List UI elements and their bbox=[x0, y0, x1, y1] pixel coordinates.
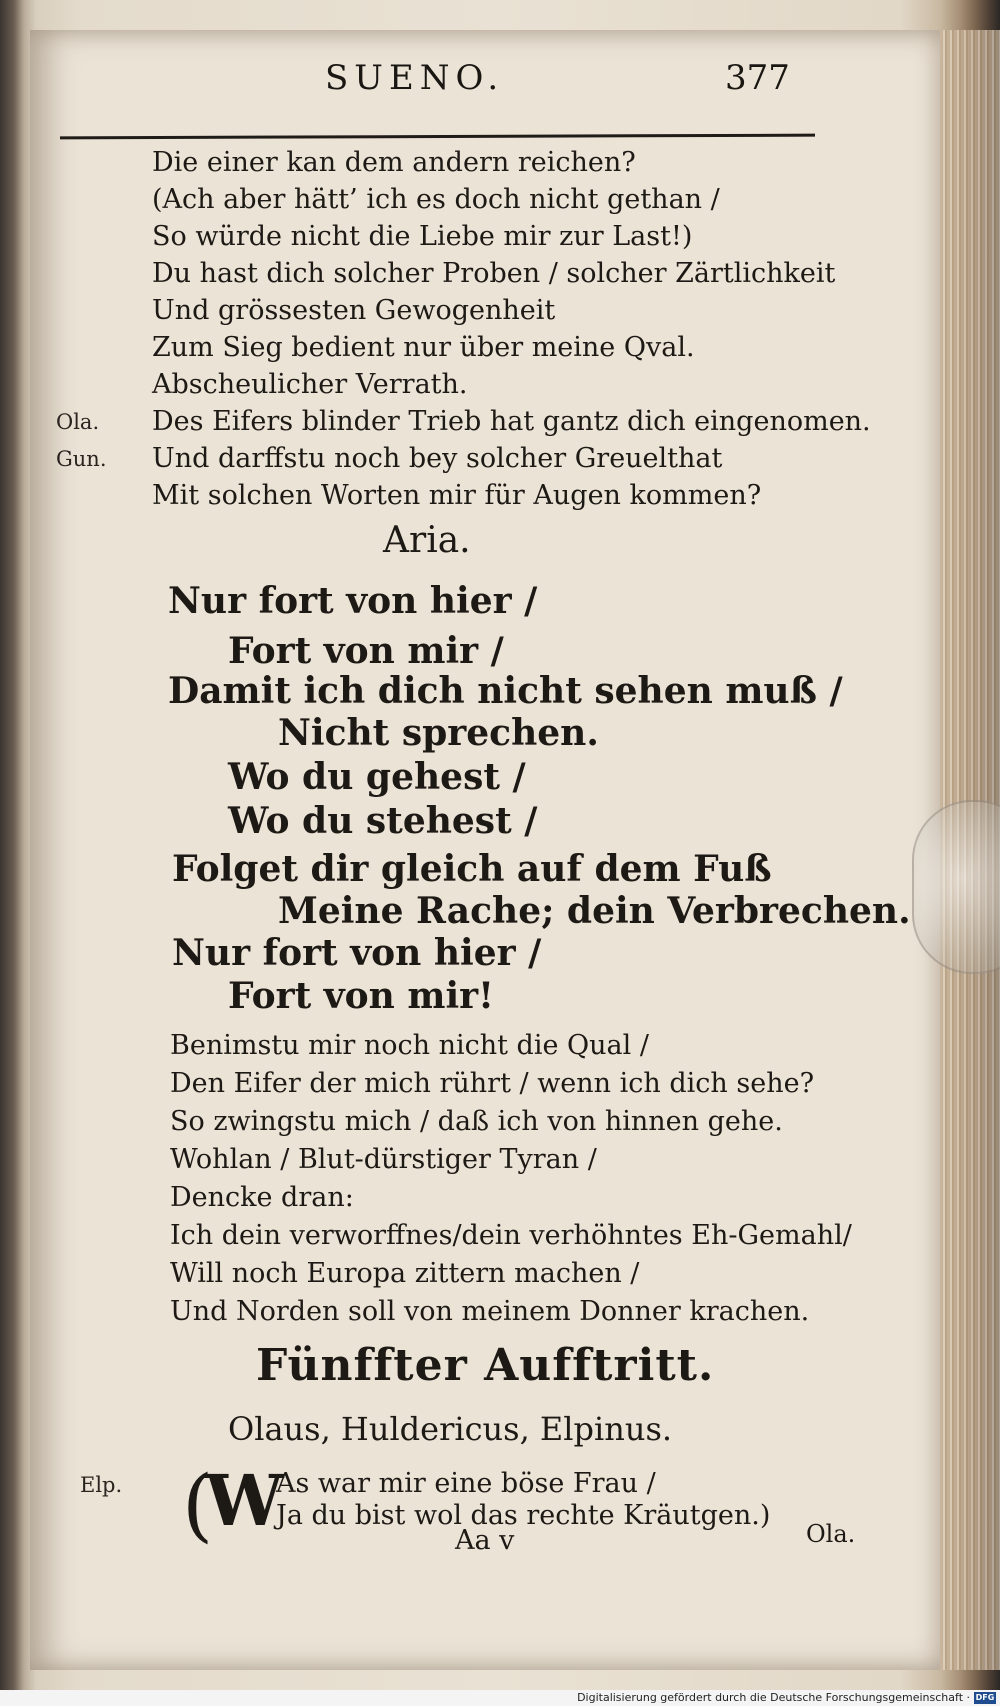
verse-line: Ja du bist wol das rechte Kräutgen.) bbox=[276, 1500, 771, 1531]
scene-characters: Olaus, Huldericus, Elpinus. bbox=[228, 1410, 673, 1448]
aria-line: Fort von mir / bbox=[228, 630, 504, 672]
aria-line: Wo du stehest / bbox=[228, 800, 538, 842]
dfg-logo[interactable]: DFG bbox=[975, 1693, 995, 1702]
catchword-speaker: Ola. bbox=[806, 1520, 856, 1548]
speaker-label: Elp. bbox=[80, 1473, 123, 1497]
aria-line: Folget dir gleich auf dem Fuß bbox=[172, 848, 772, 890]
speaker-label: Ola. bbox=[56, 410, 100, 434]
dialogue-line: Und grössesten Gewogenheit bbox=[152, 295, 556, 326]
dialogue-line: Und darffstu noch bey solcher Greuelthat bbox=[152, 443, 723, 474]
aria-line: Wo du gehest / bbox=[228, 756, 526, 798]
dialogue-line: Mit solchen Worten mir für Augen kommen? bbox=[152, 480, 762, 511]
verse-line: Dencke dran: bbox=[170, 1182, 354, 1213]
verse-line: Ich dein verworffnes/dein verhöhntes Eh-Gemahl/ bbox=[170, 1220, 852, 1251]
dialogue-line: So würde nicht die Liebe mir zur Last!) bbox=[152, 221, 693, 252]
dialogue-line: Des Eifers blinder Trieb hat gantz dich eingenomen. bbox=[152, 406, 871, 437]
verse-line: So zwingstu mich / daß ich von hinnen gehe. bbox=[170, 1106, 783, 1137]
page-number: 377 bbox=[725, 58, 790, 98]
aria-line: Damit ich dich nicht sehen muß / bbox=[168, 670, 843, 712]
scene-heading: Fünffter Aufftritt. bbox=[256, 1340, 715, 1391]
dialogue-line: (Ach aber hätt’ ich es doch nicht gethan / bbox=[152, 184, 720, 215]
signature-mark: Aa v bbox=[455, 1525, 515, 1556]
aria-title-text: Aria. bbox=[383, 520, 471, 561]
aria-title bbox=[383, 520, 471, 561]
verse-line: Will noch Europa zittern machen / bbox=[170, 1258, 640, 1289]
bracket: ( bbox=[182, 1458, 214, 1551]
dialogue-line: Zum Sieg bedient nur über meine Qval. bbox=[152, 332, 695, 363]
thumb-holding-page bbox=[912, 800, 1000, 974]
aria-line: Nur fort von hier / bbox=[168, 580, 538, 622]
dialogue-line: Du hast dich solcher Proben / solcher Zärtlichkeit bbox=[152, 258, 836, 289]
verse-line: Den Eifer der mich rührt / wenn ich dich sehe? bbox=[170, 1068, 815, 1099]
verse-line: Und Norden soll von meinem Donner krachen. bbox=[170, 1296, 810, 1327]
verse-line: Benimstu mir noch nicht die Qual / bbox=[170, 1030, 649, 1061]
aria-line: Nicht sprechen. bbox=[278, 712, 599, 754]
aria-line: Meine Rache; dein Verbrechen. bbox=[278, 890, 911, 932]
dialogue-line: Abscheulicher Verrath. bbox=[152, 369, 468, 400]
verse-line: Wohlan / Blut-dürstiger Tyran / bbox=[170, 1144, 597, 1175]
aria-line: Fort von mir! bbox=[228, 975, 494, 1017]
speaker-label: Gun. bbox=[56, 447, 107, 471]
decorated-initial: W bbox=[205, 1459, 284, 1542]
running-title: SUENO. bbox=[325, 58, 505, 98]
aria-line: Nur fort von hier / bbox=[172, 932, 542, 974]
dialogue-line: Die einer kan dem andern reichen? bbox=[152, 147, 636, 178]
verse-line: As war mir eine böse Frau / bbox=[276, 1468, 656, 1499]
footer-credit: Digitalisierung gefördert durch die Deutsche Forschungsgemeinschaft · bbox=[577, 1691, 970, 1704]
